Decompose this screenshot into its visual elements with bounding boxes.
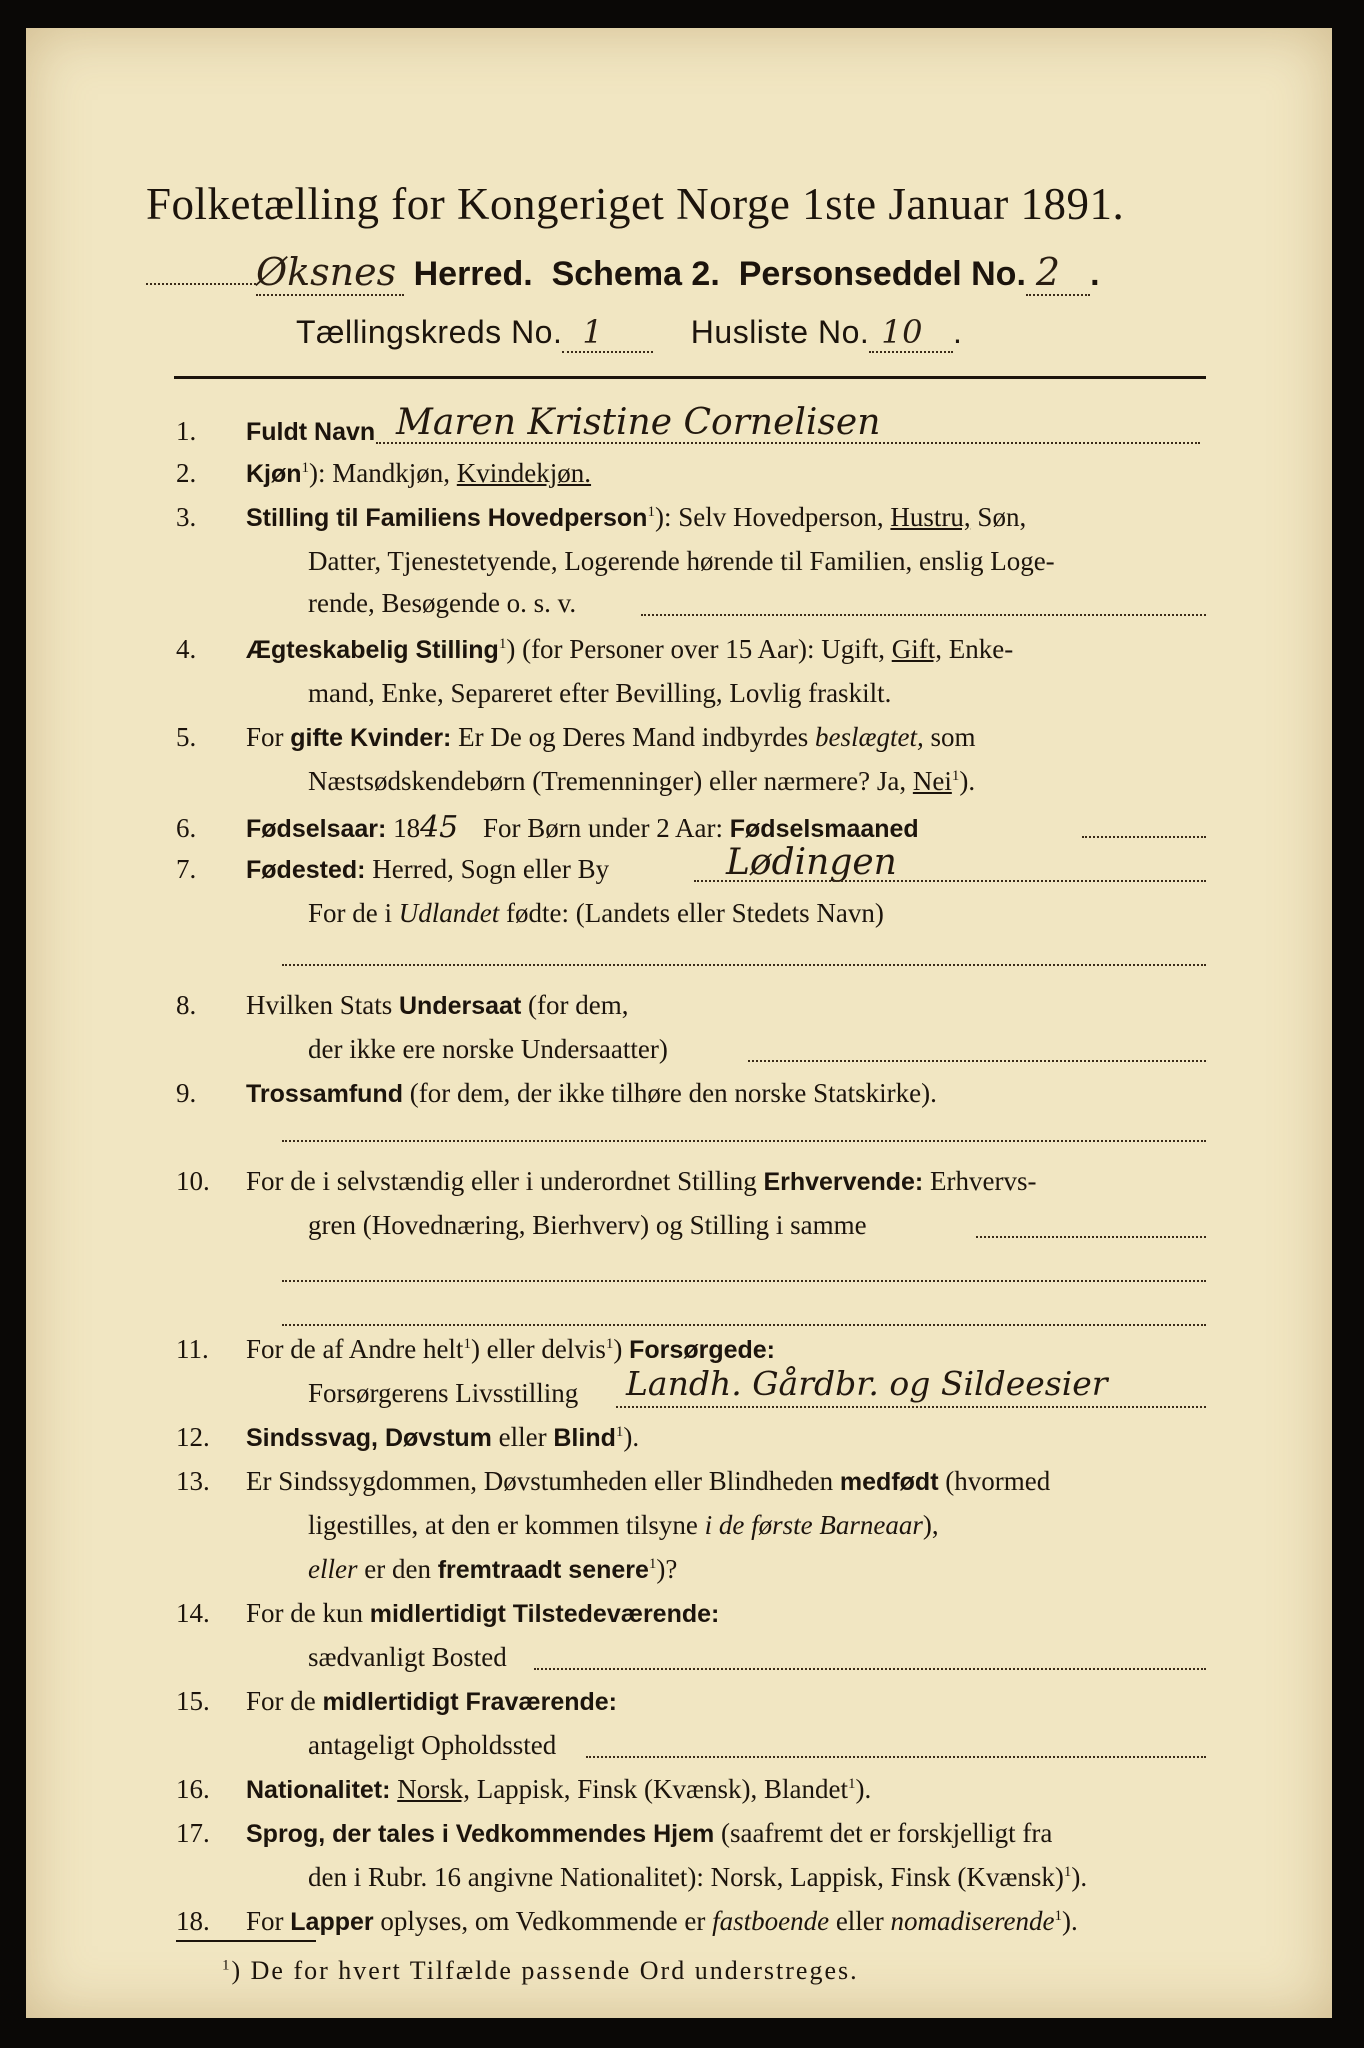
item-text: Lappisk, Finsk (Kvænsk), Blandet [469, 1774, 848, 1804]
footnote-rule [176, 1940, 316, 1942]
item-label: Erhvervende: [763, 1168, 924, 1196]
item-number: 12. [176, 1422, 210, 1452]
item-label: fremtraadt senere [437, 1556, 649, 1584]
dotted-line [376, 442, 1200, 444]
item-7 [176, 854, 609, 885]
herred-value: Øksnes [256, 250, 404, 296]
item-text: ). [1062, 1906, 1078, 1936]
item-number: 13. [176, 1466, 210, 1496]
item-3-line-3: rende, Besøgende o. s. v. [308, 588, 577, 618]
item-12: 12. Sindssvag, Døvstum eller Blind$^1$). [176, 1422, 640, 1452]
item-text: Søn, [970, 502, 1027, 532]
item-text: For de [246, 1686, 323, 1716]
item-text: ligestilles, at den er kommen tilsyne [308, 1510, 705, 1540]
item-17-line-2: den i Rubr. 16 angivne Nationalitet): Norsk, Lappisk, Finsk (Kvænsk)$^1$). [308, 1862, 1088, 1892]
item-text: Herred, Sogn eller By [365, 854, 610, 884]
item-number: 18. [176, 1906, 210, 1936]
dotted-line [748, 1060, 1206, 1062]
underlined-choice: Norsk, [397, 1774, 470, 1804]
item-number: 4. [176, 634, 197, 664]
item-number: 2. [176, 458, 197, 488]
item-number: 8. [176, 990, 197, 1020]
item-italic: i de første Barneaar [704, 1510, 923, 1540]
item-14 [176, 1598, 719, 1629]
item-text: For [246, 1906, 291, 1936]
footnote-ref: 1 [222, 1957, 232, 1974]
item-6 [176, 810, 919, 845]
item-text: er den [357, 1554, 438, 1584]
dotted-line [1082, 836, 1206, 838]
item-text: For de i [308, 898, 399, 928]
item-text: For de i selvstændig eller i underordnet Stilling [246, 1166, 764, 1196]
item-8 [176, 990, 628, 1021]
item-number: 17. [176, 1818, 210, 1848]
item-2 [176, 458, 591, 489]
footnote [222, 1956, 859, 1986]
item-9 [176, 1078, 937, 1109]
item-label: Fødested: [246, 856, 366, 884]
item-number: 16. [176, 1774, 210, 1804]
item-italic: beslægtet, [815, 722, 924, 752]
item-label: Ægteskabelig Stilling [246, 636, 499, 664]
item-text: For Børn under 2 Aar: [476, 813, 730, 843]
item-15-line-2: antageligt Opholdssted [308, 1730, 557, 1760]
item-label: gifte Kvinder: [290, 724, 452, 752]
item-label: Fødselsaar: [246, 815, 387, 843]
item-number: 10. [176, 1166, 210, 1196]
item-label: Undersaat [399, 992, 522, 1020]
underlined-choice: Hustru, [890, 502, 971, 532]
item-text: ). [855, 1774, 872, 1804]
year-prefix: 18 [386, 813, 421, 843]
birthplace-value: Lødingen [726, 842, 897, 883]
item-5-line-2: Næstsødskendebørn (Tremenninger) eller nærmere? Ja, Nei$^1$). [308, 766, 976, 796]
item-11: 11. For de af Andre helt$^1$) eller delvis$^1$) Forsørgede: [176, 1334, 775, 1364]
item-label: Trossamfund [246, 1080, 403, 1108]
item-label: Kjøn [246, 460, 302, 488]
item-label: Fuldt Navn [246, 418, 376, 446]
header-line-3: Tællingskreds No. 1 Husliste No. 10 . [296, 313, 963, 351]
header-rule [174, 376, 1206, 379]
item-text: For de af Andre helt [246, 1334, 464, 1364]
item-3-line-2: Datter, Tjenestetyende, Logerende hørende til Familien, enslig Loge- [308, 546, 1055, 576]
item-number: 5. [176, 722, 197, 752]
item-5 [176, 722, 976, 753]
footnote-ref: 1 [301, 460, 310, 476]
item-text: Næstsødskendebørn (Tremenninger) eller nærmere? Ja, [308, 766, 913, 796]
item-text: (saafremt det er forskjelligt fra [714, 1818, 1053, 1848]
dotted-line [282, 1324, 1206, 1326]
item-number: 15. [176, 1686, 210, 1716]
footnote-text: ) De for hvert Tilfælde passende Ord understreges. [231, 1956, 859, 1985]
dotted-line [282, 964, 1206, 966]
item-3: 3. Stilling til Familiens Hovedperson$^1$): Selv Hovedperson, Hustru, Søn, [176, 502, 1027, 532]
item-text: eller [829, 1906, 891, 1936]
schema-label: Schema 2. [551, 255, 720, 293]
item-text: oplyses, om Vedkommende er [373, 1906, 713, 1936]
underlined-choice: Nei [912, 766, 952, 796]
item-text: den i Rubr. 16 angivne Nationalitet): Norsk, Lappisk, Finsk (Kvænsk) [308, 1862, 1064, 1892]
item-italic: Udlandet [398, 898, 500, 928]
item-15 [176, 1686, 617, 1717]
item-italic: eller [308, 1554, 358, 1584]
item-13 [176, 1466, 1050, 1497]
form-title: Folketælling for Kongeriget Norge 1ste Januar 1891. [146, 179, 1125, 229]
item-10-line-2: gren (Hovednæring, Bierhverv) og Stilling i samme [308, 1210, 867, 1240]
kreds-value: 1 [562, 313, 653, 353]
item-number: 11. [176, 1334, 209, 1364]
item-text: Hvilken Stats [246, 990, 399, 1020]
kreds-label: Tællingskreds No. [296, 314, 563, 350]
item-10 [176, 1166, 1036, 1197]
dotted-line [694, 880, 1206, 882]
item-11-line-2: Forsørgerens Livsstilling [308, 1378, 579, 1408]
item-text: ). [623, 1422, 640, 1452]
item-label: Nationalitet: [246, 1776, 391, 1804]
item-text: ) eller delvis [470, 1334, 606, 1364]
census-form-sheet [26, 28, 1332, 2018]
item-text: (for dem, [521, 990, 629, 1020]
underlined-choice: Gift, [891, 634, 942, 664]
item-text: For [246, 722, 291, 752]
item-4-line-2: mand, Enke, Separeret efter Bevilling, Lovlig fraskilt. [308, 678, 892, 708]
dotted-line [616, 1406, 1206, 1408]
item-4: 4. Ægteskabelig Stilling$^1$) (for Personer over 15 Aar): Ugift, Gift, Enke- [176, 634, 1014, 664]
item-label: Lapper [290, 1908, 374, 1936]
item-number: 1. [176, 416, 197, 446]
item-text: ), [922, 1510, 939, 1540]
item-17 [176, 1818, 1052, 1849]
dotted-line [586, 1756, 1206, 1758]
personseddel-value: 2 [1026, 250, 1090, 296]
item-text: (for Personer over 15 Aar): Ugift, [515, 634, 892, 664]
item-text: fødte: (Landets eller Stedets Navn) [499, 898, 884, 928]
item-number: 6. [176, 813, 197, 843]
underlined-choice: Kvindekjøn. [456, 458, 592, 488]
herred-label: Herred. [413, 255, 533, 293]
item-label: Fødselsmaaned [729, 815, 919, 843]
item-8-line-2: der ikke ere norske Undersaatter) [308, 1034, 668, 1064]
item-label: Blind [553, 1424, 616, 1452]
item-number: 9. [176, 1078, 197, 1108]
item-text: ) [613, 1334, 630, 1364]
item-14-line-2: sædvanligt Bosted [308, 1642, 507, 1672]
item-italic: nomadiserende [890, 1906, 1055, 1936]
item-text: ). [959, 766, 976, 796]
full-name-value: Maren Kristine Cornelisen [396, 402, 881, 443]
item-label: Sindssvag, Døvstum [246, 1424, 492, 1452]
item-7-line-2 [308, 898, 884, 929]
item-18: 18. For Lapper oplyses, om Vedkommende er fastboende eller nomadiserende$^1$). [176, 1906, 1078, 1936]
item-text: (for dem, der ikke tilhøre den norske Statskirke). [402, 1078, 937, 1108]
birth-year-value: 45 [420, 810, 459, 845]
personseddel-label: Personseddel No. [738, 255, 1026, 293]
dotted-line [976, 1236, 1206, 1238]
item-label: Forsørgede: [629, 1336, 775, 1364]
item-text: For de kun [246, 1598, 370, 1628]
leader-dots [146, 266, 256, 285]
item-label: midlertidigt Tilstedeværende: [369, 1600, 720, 1628]
item-text: Enke- [941, 634, 1014, 664]
item-label: Sprog, der tales i Vedkommendes Hjem [246, 1820, 715, 1848]
husliste-value: 10 [869, 313, 953, 353]
item-13-line-2 [308, 1510, 939, 1541]
provider-occupation-value: Landh. Gårdbr. og Sildeesier [626, 1364, 1108, 1403]
dotted-line [641, 614, 1206, 616]
item-text: )? [656, 1554, 678, 1584]
item-text: ). [1071, 1862, 1088, 1892]
item-number: 3. [176, 502, 197, 532]
item-13-line-3: eller er den fremtraadt senere$^1$)? [308, 1554, 678, 1584]
dotted-line [534, 1668, 1206, 1670]
item-number: 7. [176, 854, 197, 884]
dotted-line [282, 1280, 1206, 1282]
item-text: ): Selv Hovedperson, [654, 502, 891, 532]
item-text: Er Sindssygdommen, Døvstumheden eller Blindheden [246, 1466, 840, 1496]
husliste-label: Husliste No. [690, 314, 870, 350]
item-text: (hvormed [938, 1466, 1051, 1496]
dotted-line [282, 1140, 1206, 1142]
item-label: medfødt [839, 1468, 939, 1496]
header-line-2: Øksnes Herred. Schema 2. Personseddel No. 2 . [146, 250, 1100, 294]
item-label: Stilling til Familiens Hovedperson [246, 504, 648, 532]
item-text: som [923, 722, 976, 752]
item-text: eller [491, 1422, 554, 1452]
item-number: 14. [176, 1598, 210, 1628]
item-label: midlertidigt Fraværende: [322, 1688, 617, 1716]
item-1 [176, 416, 375, 447]
item-16: 16. Nationalitet: Norsk, Lappisk, Finsk (Kvænsk), Blandet$^1$). [176, 1774, 872, 1804]
item-text: Er De og Deres Mand indbyrdes [451, 722, 816, 752]
item-italic: fastboende [712, 1906, 830, 1936]
item-text: Erhvervs- [923, 1166, 1037, 1196]
item-text: ): Mandkjøn, [309, 458, 457, 488]
